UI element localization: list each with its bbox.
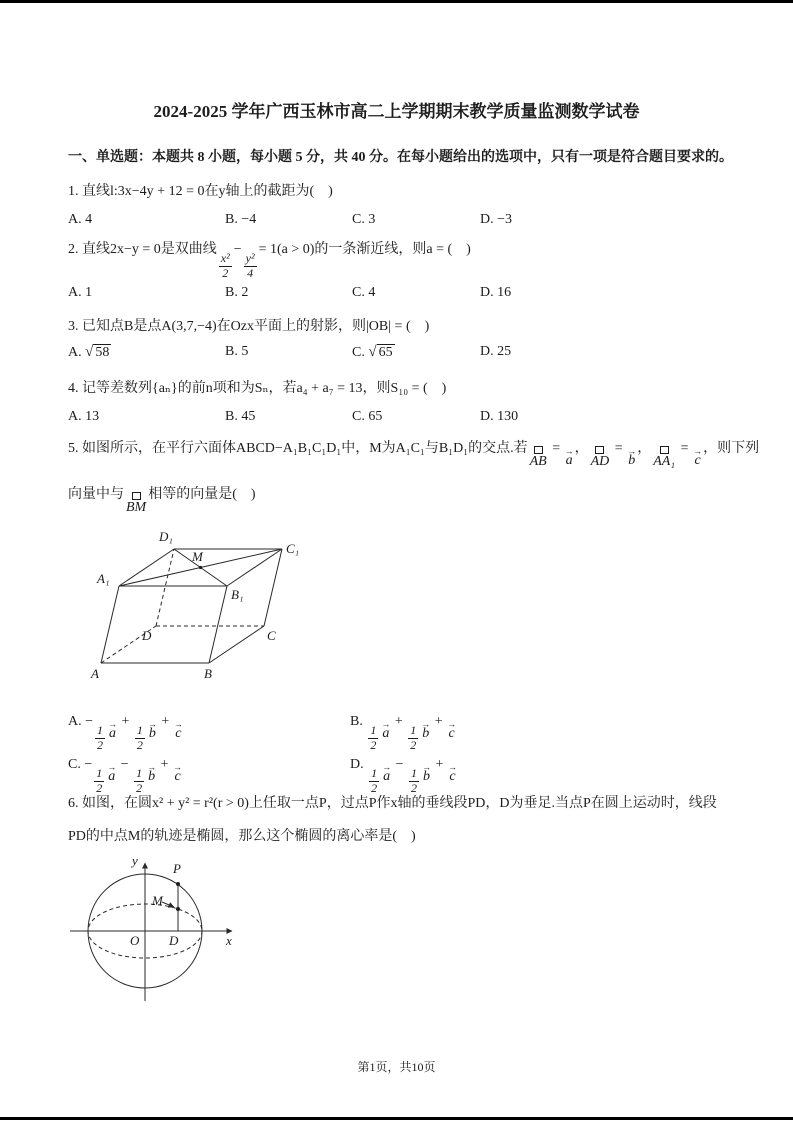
vector-symbol: → a xyxy=(382,762,392,784)
text-run: − xyxy=(233,242,242,257)
fig1-label-b1: B₁ xyxy=(231,587,244,602)
q4-option-c xyxy=(352,409,480,425)
fig2-label-y: y xyxy=(132,853,138,868)
question-5-stem-line1 xyxy=(68,437,759,468)
q3-option-b xyxy=(225,344,352,360)
text-run: A. 13 xyxy=(68,409,100,424)
text-run: A. − xyxy=(68,714,94,729)
text-run: 4. 记等差数列{aₙ}的前n项和为Sₙ，若a₄ + a₇ = 13，则S₁₀ = ( ) xyxy=(68,381,447,396)
vector-box-glyph: BM xyxy=(126,492,146,514)
question-3-options xyxy=(68,344,511,361)
question-5-options-row1 xyxy=(68,714,457,753)
text-run: B. 45 xyxy=(225,409,256,424)
fig1-label-a1: A₁ xyxy=(97,571,110,586)
q3-option-a xyxy=(68,344,225,361)
fig2-label-o: O xyxy=(130,933,140,948)
q1-option-c xyxy=(352,212,480,228)
q4-option-d xyxy=(480,409,518,425)
text-run: A. 1 xyxy=(68,285,93,300)
text-run: 2. 直线2x−y = 0是双曲线 xyxy=(68,242,217,257)
question-5-stem-line2 xyxy=(68,483,256,514)
text-run: A. 4 xyxy=(68,212,93,227)
vector-symbol: → b xyxy=(422,762,432,784)
question-4-stem xyxy=(68,377,446,397)
point-m-dot xyxy=(199,566,202,569)
fraction: $\frac{\text{x²}}{2}$ xyxy=(220,251,230,280)
text-run: 6. 如图，在圆x² + y² = r²(r > 0)上任取一点P，过点P作x轴的垂线段PD，D为垂足.当点P在圆上运动时，线段 xyxy=(68,796,717,811)
text-run: 相等的向量是( ) xyxy=(148,487,256,502)
vector-symbol: → b xyxy=(147,762,157,784)
vector-symbol: → c xyxy=(447,719,457,741)
text-run: D. −3 xyxy=(480,212,513,227)
text-run: C. 65 xyxy=(352,409,383,424)
text-run: + xyxy=(157,757,173,772)
text-run: C. 4 xyxy=(352,285,376,300)
text-run: B. 2 xyxy=(225,285,249,300)
q4-option-a xyxy=(68,409,225,425)
text-run: 3. 已知点B是点A(3,7,−4)在Ozx平面上的射影，则|OB| = ( ) xyxy=(68,319,430,334)
q5-option-d xyxy=(350,757,458,796)
q1-option-d xyxy=(480,212,512,228)
question-1-stem xyxy=(68,180,333,200)
text-run: 向量中与 xyxy=(68,487,124,502)
fraction: $\frac{1}{2}$ xyxy=(411,766,418,795)
vector-symbol: → b xyxy=(421,719,431,741)
paper-title: 2024-2025 学年广西玉林市高二上学期期末教学质量监测数学试卷 xyxy=(153,102,640,121)
text-run: D. 130 xyxy=(480,409,519,424)
fig2-label-d: D xyxy=(169,933,179,948)
text-run: B. xyxy=(350,714,367,729)
text-run: ，则下列 xyxy=(703,441,760,456)
axes xyxy=(70,863,232,1001)
page-top-border xyxy=(0,0,793,3)
fraction: $\frac{1}{2}$ xyxy=(97,723,104,752)
text-run: B. 5 xyxy=(225,344,249,359)
fraction: $\frac{1}{2}$ xyxy=(370,723,377,752)
parallelepiped-figure xyxy=(56,521,306,691)
q3-option-d xyxy=(480,344,511,360)
fraction: $\frac{1}{2}$ xyxy=(410,723,417,752)
fig2-label-m: M xyxy=(152,893,163,908)
text-run: A. xyxy=(68,345,86,360)
sqrt-expression: √ 65 xyxy=(368,344,393,360)
fig2-label-p: P xyxy=(173,861,181,876)
vector-symbol: → a xyxy=(564,446,574,468)
text-run: D. xyxy=(350,757,368,772)
text-run: ， xyxy=(574,441,589,456)
vector-symbol: → a xyxy=(107,762,117,784)
fig1-label-m: M xyxy=(192,549,203,564)
text-run: = xyxy=(677,441,693,456)
vector-symbol: → b xyxy=(147,719,157,741)
text-run: C. − xyxy=(68,757,93,772)
q5-option-b xyxy=(350,714,457,753)
question-2-options xyxy=(68,285,511,301)
q2-option-c xyxy=(352,285,480,301)
text-run: − xyxy=(117,757,133,772)
text-run: C. 3 xyxy=(352,212,376,227)
point-p-dot xyxy=(176,882,180,886)
text-run: + xyxy=(391,714,407,729)
text-run: + xyxy=(431,714,447,729)
q2-option-a xyxy=(68,285,225,301)
question-6-stem-line2 xyxy=(68,825,416,845)
point-m-dot xyxy=(176,907,180,911)
circle-ellipse-figure xyxy=(56,851,246,1011)
vector-symbol: → c xyxy=(173,762,183,784)
vector-symbol: → c xyxy=(693,446,703,468)
vector-box-glyph: AA₁ xyxy=(653,446,675,468)
q5-option-a xyxy=(68,714,350,753)
fig1-label-d: D xyxy=(142,628,152,643)
fraction: $\frac{1}{2}$ xyxy=(371,766,378,795)
q4-option-b xyxy=(225,409,352,425)
vector-symbol: → a xyxy=(381,719,391,741)
sqrt-expression: √ 58 xyxy=(85,344,110,360)
fig1-label-b: B xyxy=(204,666,212,681)
vector-symbol: → a xyxy=(108,719,118,741)
page-bottom-border xyxy=(0,1117,793,1120)
fig1-label-d1: D₁ xyxy=(159,529,173,544)
text-run: = xyxy=(611,441,627,456)
q3-option-c xyxy=(352,344,480,361)
q1-option-b xyxy=(225,212,352,228)
text-run: 5. 如图所示，在平行六面体ABCD−A₁B₁C₁D₁中，M为A₁C₁与B₁D₁的交点.若 xyxy=(68,441,528,456)
fraction: $\frac{1}{2}$ xyxy=(136,723,143,752)
q2-option-b xyxy=(225,285,352,301)
fig1-label-a: A xyxy=(91,666,99,681)
q1-option-a xyxy=(68,212,225,228)
text-run: + xyxy=(118,714,133,729)
text-run: D. 25 xyxy=(480,344,512,359)
vector-symbol: → c xyxy=(173,719,183,741)
vector-symbol: → b xyxy=(627,446,637,468)
text-run: − xyxy=(392,757,408,772)
text-run: PD的中点M的轨迹是椭圆，那么这个椭圆的离心率是( ) xyxy=(68,829,416,844)
vector-symbol: → c xyxy=(447,762,457,784)
text-run: = 1(a > 0)的一条渐近线，则a = ( ) xyxy=(258,242,471,257)
text-run: C. xyxy=(352,345,369,360)
question-6-stem-line1 xyxy=(68,792,717,812)
question-3-stem xyxy=(68,315,429,335)
fig1-label-c1: C₁ xyxy=(286,541,300,556)
fraction: $\frac{1}{2}$ xyxy=(96,766,103,795)
text-run: B. −4 xyxy=(225,212,257,227)
question-2-stem xyxy=(68,238,471,281)
text-run: ， xyxy=(637,441,652,456)
question-1-options xyxy=(68,212,512,228)
question-4-options xyxy=(68,409,518,425)
q2-option-d xyxy=(480,285,511,301)
vector-box-glyph: AB xyxy=(530,446,547,468)
vector-box-glyph: AD xyxy=(591,446,610,468)
fraction: $\frac{\text{y²}}{4}$ xyxy=(245,251,255,280)
text-run: + xyxy=(157,714,173,729)
question-5-options-row2 xyxy=(68,757,458,796)
parallelepiped-edges xyxy=(101,549,282,663)
text-run: + xyxy=(432,757,447,772)
text-run: D. 16 xyxy=(480,285,512,300)
section-one-heading: 一、单选题：本题共 8 小题，每小题 5 分，共 40 分。在每小题给出的选项中，只有一项是符合题目要求的。 xyxy=(68,150,733,165)
q5-option-c xyxy=(68,757,350,796)
text-run: = xyxy=(548,441,564,456)
fig2-label-x: x xyxy=(226,933,232,948)
fig1-label-c: C xyxy=(267,628,276,643)
fraction: $\frac{1}{2}$ xyxy=(136,766,143,795)
text-run: 1. 直线l:3x−4y + 12 = 0在y轴上的截距为( ) xyxy=(68,184,333,199)
page-footer: 第1页，共10页 xyxy=(357,1060,436,1074)
